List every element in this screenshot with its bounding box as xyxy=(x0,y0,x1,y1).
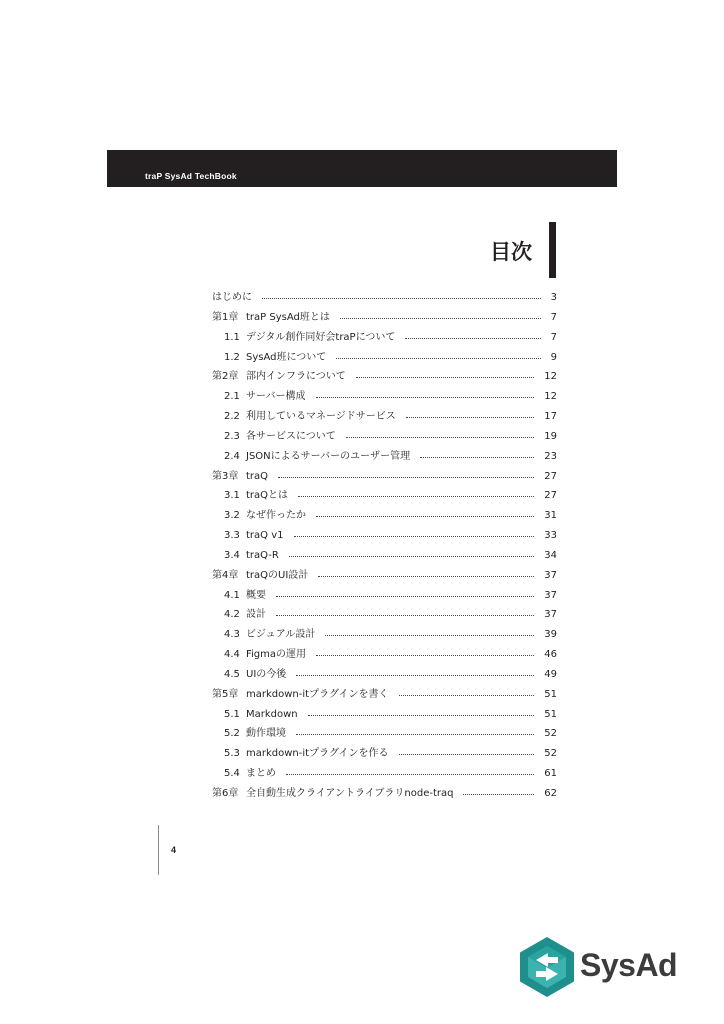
toc-entry-number: 第1章 xyxy=(212,311,239,323)
toc-entry-number: 3.1 xyxy=(224,490,240,502)
toc-entry-page: 61 xyxy=(544,768,557,780)
toc-dot-leader xyxy=(463,794,534,795)
toc-entry-number: 5.2 xyxy=(224,728,240,740)
toc-entry-section xyxy=(212,387,557,407)
toc-entry-number: 4.5 xyxy=(224,668,240,680)
running-header-bar xyxy=(107,150,617,187)
toc-dot-leader xyxy=(296,734,534,735)
toc-entry-number: 4.4 xyxy=(224,649,240,661)
toc-dot-leader xyxy=(399,695,535,696)
toc-dot-leader xyxy=(316,516,534,517)
toc-entry-page: 52 xyxy=(544,728,557,740)
toc-entry-section xyxy=(212,447,557,467)
toc-entry-page: 7 xyxy=(550,311,557,323)
toc-entry-section xyxy=(212,645,557,665)
toc-dot-leader xyxy=(399,754,535,755)
toc-dot-leader xyxy=(325,635,534,636)
running-header-title: traP SysAd TechBook xyxy=(145,171,237,181)
toc-entry-section xyxy=(212,724,557,744)
toc-entry-number: 第2章 xyxy=(212,371,239,383)
toc-entry-number: 第3章 xyxy=(212,470,239,482)
toc-dot-leader xyxy=(276,615,534,616)
toc-entry-title: 全自動生成クライアントライブラリnode-traq xyxy=(246,788,454,799)
toc-entry-chapter xyxy=(212,367,557,387)
toc-entry-title: traQ-R xyxy=(246,549,279,561)
toc-entry-section xyxy=(212,586,557,606)
toc-entry-page: 27 xyxy=(544,490,557,502)
toc-entry-number: 2.2 xyxy=(224,411,240,423)
page-number-rule xyxy=(158,825,159,875)
toc-entry-chapter xyxy=(212,784,557,804)
toc-entry-title: UIの今後 xyxy=(246,668,287,680)
toc-entry-number: 5.4 xyxy=(224,768,240,780)
toc-entry-title: ビジュアル設計 xyxy=(246,629,316,641)
toc-entry-page: 51 xyxy=(544,688,557,700)
toc-entry-page: 34 xyxy=(544,549,557,561)
toc-entry-section xyxy=(212,407,557,427)
toc-entry-title: traQ xyxy=(246,470,269,482)
table-of-contents xyxy=(212,288,557,808)
toc-entry-page: 17 xyxy=(544,411,557,423)
toc-entry-title: traQ v1 xyxy=(246,530,284,542)
toc-entry-number: 第4章 xyxy=(212,569,239,581)
toc-entry-title: まとめ xyxy=(246,768,276,780)
toc-entry-title: サーバー構成 xyxy=(246,391,306,403)
toc-dot-leader xyxy=(316,397,535,398)
toc-entry-title: 各サービスについて xyxy=(246,430,336,442)
toc-entry-chapter xyxy=(212,467,557,487)
toc-entry-page: 62 xyxy=(544,788,557,799)
toc-entry-section xyxy=(212,625,557,645)
toc-dot-leader xyxy=(262,298,541,299)
toc-dot-leader xyxy=(298,496,534,497)
toc-entry-section xyxy=(212,486,557,506)
toc-entry-page: 12 xyxy=(544,391,557,403)
toc-entry-page: 27 xyxy=(544,470,557,482)
toc-entry-title: デジタル創作同好会traPについて xyxy=(246,331,396,343)
toc-entry-page: 52 xyxy=(544,748,557,760)
toc-entry-page: 3 xyxy=(550,292,557,303)
toc-entry-chapter xyxy=(212,685,557,705)
toc-entry-number: 3.3 xyxy=(224,530,240,542)
logo-wordmark: SysAd xyxy=(580,947,678,983)
toc-entry-section xyxy=(212,506,557,526)
toc-dot-leader xyxy=(336,358,540,359)
toc-entry-title: markdown-itプラグインを作る xyxy=(246,748,389,760)
toc-entry-page: 7 xyxy=(550,331,557,343)
toc-entry-page: 23 xyxy=(544,450,557,462)
toc-dot-leader xyxy=(356,377,534,378)
toc-entry-section xyxy=(212,546,557,566)
toc-entry-page: 49 xyxy=(544,668,557,680)
toc-dot-leader xyxy=(316,655,534,656)
toc-entry-number: 2.4 xyxy=(224,450,240,462)
toc-dot-leader xyxy=(289,556,534,557)
toc-entry-page: 46 xyxy=(544,649,557,661)
toc-entry-number: 2.1 xyxy=(224,391,240,403)
toc-entry-section xyxy=(212,605,557,625)
toc-entry-title: 動作環境 xyxy=(246,728,286,740)
toc-entry-section xyxy=(212,348,557,368)
toc-dot-leader xyxy=(406,417,534,418)
toc-entry-title: traP SysAd班とは xyxy=(246,311,330,323)
toc-entry-title: 利用しているマネージドサービス xyxy=(246,411,396,423)
toc-dot-leader xyxy=(294,536,535,537)
toc-entry-page: 9 xyxy=(550,351,557,363)
page-title: 目次 xyxy=(490,240,532,264)
toc-dot-leader xyxy=(420,457,534,458)
toc-entry-number: 第5章 xyxy=(212,688,239,700)
toc-dot-leader xyxy=(346,437,534,438)
toc-entry-number: 1.1 xyxy=(224,331,240,343)
toc-entry-section xyxy=(212,665,557,685)
toc-entry-title: Markdown xyxy=(246,708,298,720)
toc-entry-section xyxy=(212,705,557,725)
toc-entry-title: markdown-itプラグインを書く xyxy=(246,688,389,700)
toc-entry-page: 33 xyxy=(544,530,557,542)
toc-entry-number: 4.1 xyxy=(224,589,240,601)
toc-entry-page: 12 xyxy=(544,371,557,383)
toc-dot-leader xyxy=(318,576,534,577)
toc-entry-number: 5.1 xyxy=(224,708,240,720)
toc-entry-title: Figmaの運用 xyxy=(246,649,307,661)
toc-entry-title: 部内インフラについて xyxy=(246,371,346,383)
sysad-hexagon-icon xyxy=(518,936,576,998)
toc-entry-page: 37 xyxy=(544,589,557,601)
toc-entry-chapter xyxy=(212,308,557,328)
toc-entry-number: 3.2 xyxy=(224,510,240,522)
sysad-logo xyxy=(518,936,688,998)
toc-entry-section xyxy=(212,427,557,447)
toc-entry-number: 2.3 xyxy=(224,430,240,442)
toc-entry-section xyxy=(212,526,557,546)
toc-entry-number: 4.2 xyxy=(224,609,240,621)
toc-dot-leader xyxy=(308,715,535,716)
toc-entry-page: 19 xyxy=(544,430,557,442)
toc-entry-number: 5.3 xyxy=(224,748,240,760)
toc-entry-number: 第6章 xyxy=(212,788,239,799)
toc-entry-page: 51 xyxy=(544,708,557,720)
toc-entry-page: 37 xyxy=(544,609,557,621)
toc-dot-leader xyxy=(340,318,541,319)
toc-dot-leader xyxy=(405,338,540,339)
toc-dot-leader xyxy=(276,596,534,597)
toc-entry-section xyxy=(212,744,557,764)
toc-entry-title: traQのUI設計 xyxy=(246,569,309,581)
toc-entry-page: 37 xyxy=(544,569,557,581)
toc-entry-title: traQとは xyxy=(246,490,289,502)
toc-dot-leader xyxy=(286,774,534,775)
toc-entry-page: 39 xyxy=(544,629,557,641)
toc-entry-title: 概要 xyxy=(246,589,266,601)
page-number: 4 xyxy=(171,845,177,855)
toc-entry-front xyxy=(212,288,557,308)
toc-entry-title: はじめに xyxy=(212,292,252,303)
toc-dot-leader xyxy=(296,675,534,676)
toc-entry-section xyxy=(212,764,557,784)
toc-entry-title: JSONによるサーバーのユーザー管理 xyxy=(246,450,411,462)
toc-entry-page: 31 xyxy=(544,510,557,522)
toc-dot-leader xyxy=(278,477,534,478)
toc-entry-number: 3.4 xyxy=(224,549,240,561)
title-accent-bar xyxy=(549,222,556,278)
toc-entry-title: なぜ作ったか xyxy=(246,510,306,522)
toc-entry-section xyxy=(212,328,557,348)
toc-entry-title: SysAd班について xyxy=(246,351,327,363)
toc-entry-title: 設計 xyxy=(246,609,266,621)
toc-entry-number: 4.3 xyxy=(224,629,240,641)
toc-entry-chapter xyxy=(212,566,557,586)
toc-entry-number: 1.2 xyxy=(224,351,240,363)
